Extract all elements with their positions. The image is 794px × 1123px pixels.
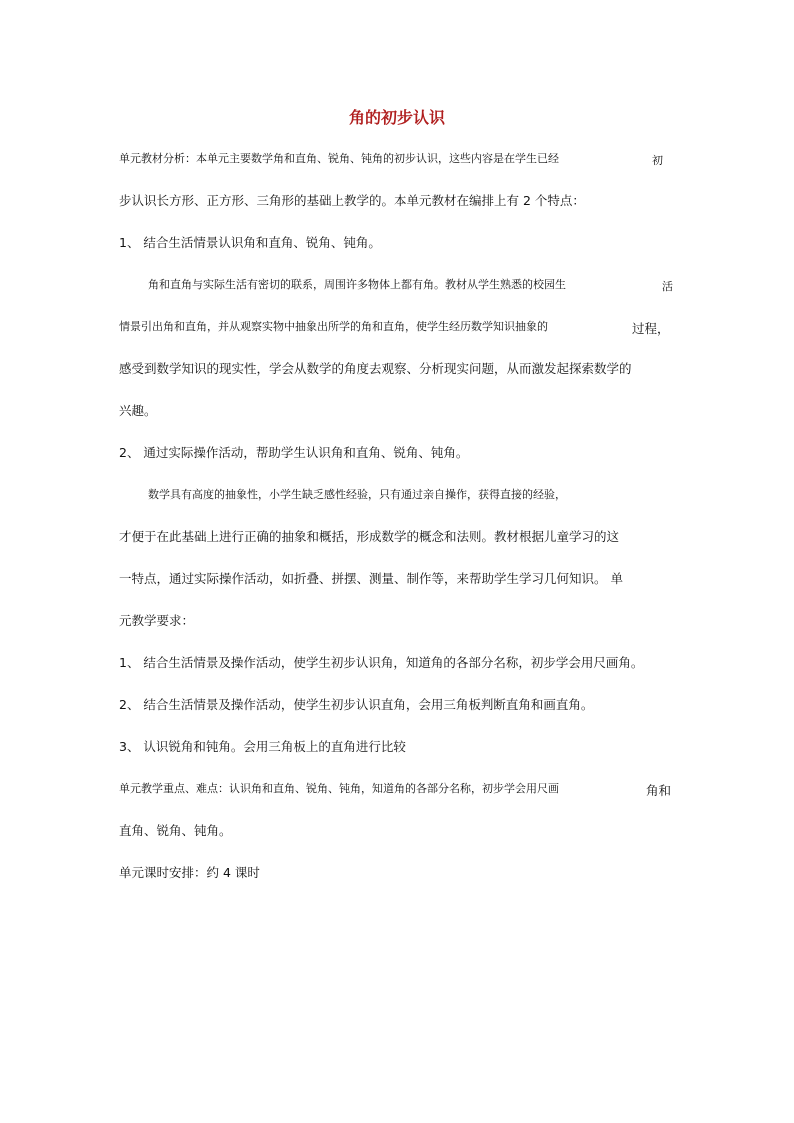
point-1-text-line-2-tail: 过程， [632, 321, 670, 336]
point-2-text-line-3: 一特点，通过实际操作活动，如折叠、拼摆、测量、制作等，来帮助学生学习几何知识。 单 [119, 571, 623, 586]
key-points-line-1-tail: 角和 [646, 783, 672, 798]
key-points-line-2: 直角、锐角、钝角。 [119, 823, 232, 838]
point-2-text-line-2: 才便于在此基础上进行正确的抽象和概括，形成数学的概念和法则。教材根据儿童学习的这 [119, 529, 620, 544]
requirement-1: 1、 结合生活情景及操作活动，使学生初步认识角，知道角的各部分名称，初步学会用尺画角。 [119, 655, 644, 670]
point-1-text-line-2: 情景引出角和直角，并从观察实物中抽象出所学的角和直角，使学生经历数学知识抽象的 [119, 320, 548, 333]
document-title: 角的初步认识 [348, 108, 445, 127]
analysis-line-2: 步认识长方形、正方形、三角形的基础上教学的。本单元教材在编排上有 2 个特点： [119, 193, 585, 208]
point-2-text-line-1: 数学具有高度的抽象性，小学生缺乏感性经验，只有通过亲自操作，获得直接的经验， [148, 488, 566, 501]
analysis-line-1: 单元教材分析：本单元主要数学角和直角、锐角、钝角的初步认识，这些内容是在学生已经 [119, 152, 559, 165]
point-1-text-line-4: 兴趣。 [119, 403, 157, 418]
class-schedule: 单元课时安排：约 4 课时 [119, 865, 260, 880]
point-1-text-line-1-tail: 活 [662, 280, 673, 293]
analysis-line-1-tail: 初 [652, 154, 663, 167]
point-2-heading: 2、 通过实际操作活动，帮助学生认识角和直角、锐角、钝角。 [119, 445, 469, 460]
point-2-text-line-4: 元教学要求： [119, 613, 195, 628]
point-1-text-line-1: 角和直角与实际生活有密切的联系，周围许多物体上都有角。教材从学生熟悉的校园生 [148, 278, 566, 291]
point-1-heading: 1、 结合生活情景认识角和直角、锐角、钝角。 [119, 235, 381, 250]
key-points-line-1: 单元教学重点、难点：认识角和直角、锐角、钝角，知道角的各部分名称，初步学会用尺画 [119, 782, 559, 795]
requirement-3: 3、 认识锐角和钝角。会用三角板上的直角进行比较 [119, 739, 406, 754]
requirement-2: 2、 结合生活情景及操作活动，使学生初步认识直角，会用三角板判断直角和画直角。 [119, 697, 594, 712]
point-1-text-line-3: 感受到数学知识的现实性，学会从数学的角度去观察、分析现实问题，从而激发起探索数学的 [119, 361, 632, 376]
